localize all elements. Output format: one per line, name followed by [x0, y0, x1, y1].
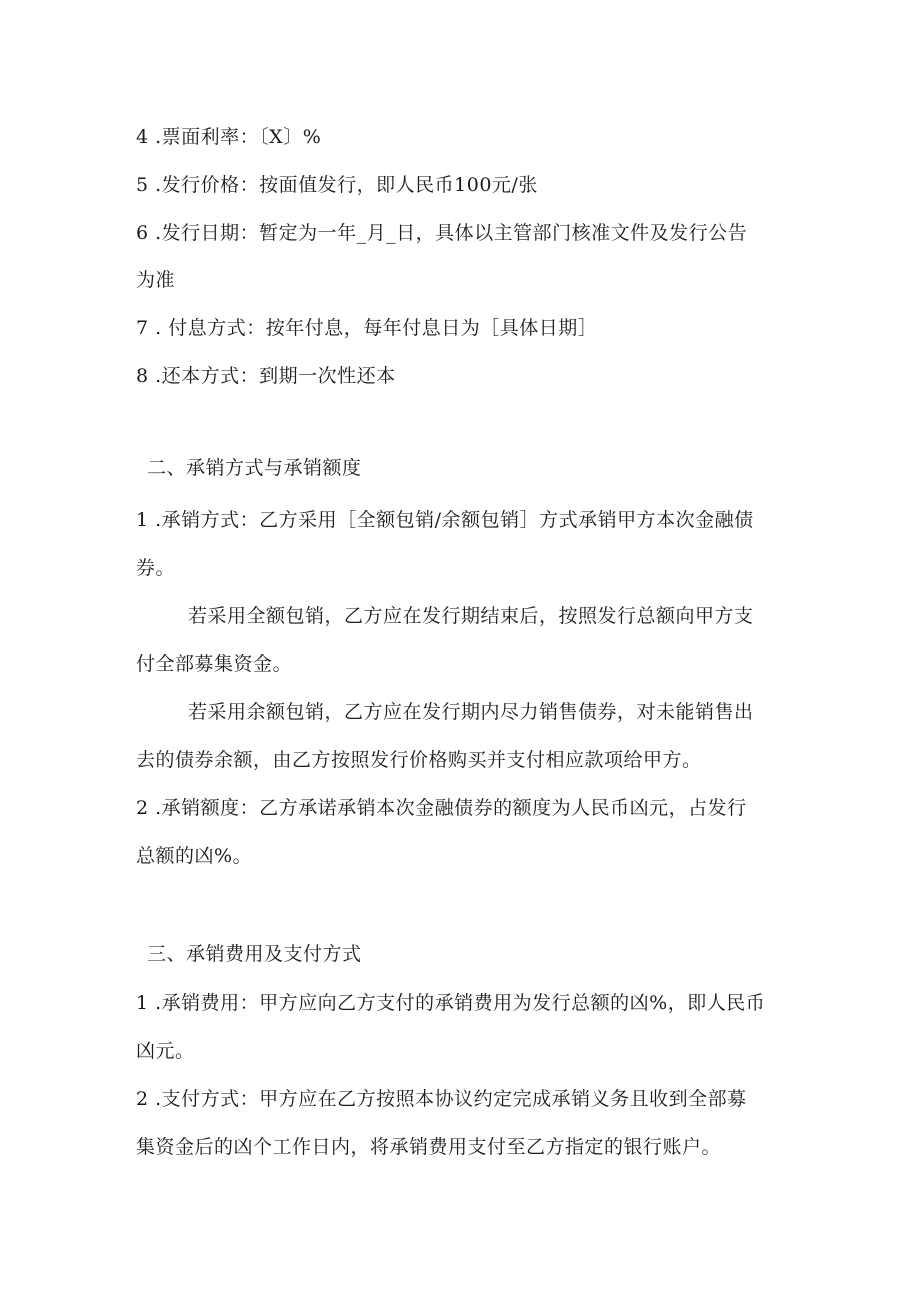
item-underwriting-amount-cont: 总额的凶%。	[136, 845, 253, 867]
item-payment-method-cont: 集资金后的凶个工作日内，将承销费用支付至乙方指定的银行账户。	[136, 1136, 722, 1158]
item-issue-date-cont: 为准	[136, 269, 176, 291]
section-heading-underwriting: 二、承销方式与承销额度	[147, 457, 362, 479]
paragraph-residual-underwriting: 若采用余额包销，乙方应在发行期内尽力销售债券，对未能销售出	[188, 701, 754, 723]
item-issue-date: 6 .发行日期：暂定为一年_月_日，具体以主管部门核准文件及发行公告	[136, 222, 748, 244]
paragraph-full-underwriting-cont: 付全部募集资金。	[136, 653, 293, 675]
item-underwriting-method-cont: 券。	[136, 557, 176, 579]
item-coupon-rate: 4 .票面利率：〔X〕%	[136, 126, 322, 148]
item-underwriting-amount: 2 .承销额度：乙方承诺承销本次金融债券的额度为人民币凶元，占发行	[136, 797, 747, 819]
paragraph-residual-underwriting-cont: 去的债券余额，由乙方按照发行价格购买并支付相应款项给甲方。	[136, 749, 702, 771]
item-issue-price: 5 .发行价格：按面值发行，即人民币100元/张	[136, 174, 538, 196]
item-payment-method: 2 .支付方式：甲方应在乙方按照本协议约定完成承销义务且收到全部募	[136, 1088, 747, 1110]
item-principal-repayment: 8 .还本方式：到期一次性还本	[136, 365, 396, 387]
item-underwriting-method: 1 .承销方式：乙方采用［全额包销/余额包销］方式承销甲方本次金融债	[136, 509, 754, 531]
item-interest-payment: 7 . 付息方式：按年付息，每年付息日为［具体日期］	[136, 317, 598, 339]
item-underwriting-fee: 1 .承销费用：甲方应向乙方支付的承销费用为发行总额的凶%，即人民币	[136, 992, 766, 1014]
item-underwriting-fee-cont: 凶元。	[136, 1040, 195, 1062]
paragraph-full-underwriting: 若采用全额包销，乙方应在发行期结束后，按照发行总额向甲方支	[188, 605, 754, 627]
section-heading-fees: 三、承销费用及支付方式	[147, 943, 362, 965]
